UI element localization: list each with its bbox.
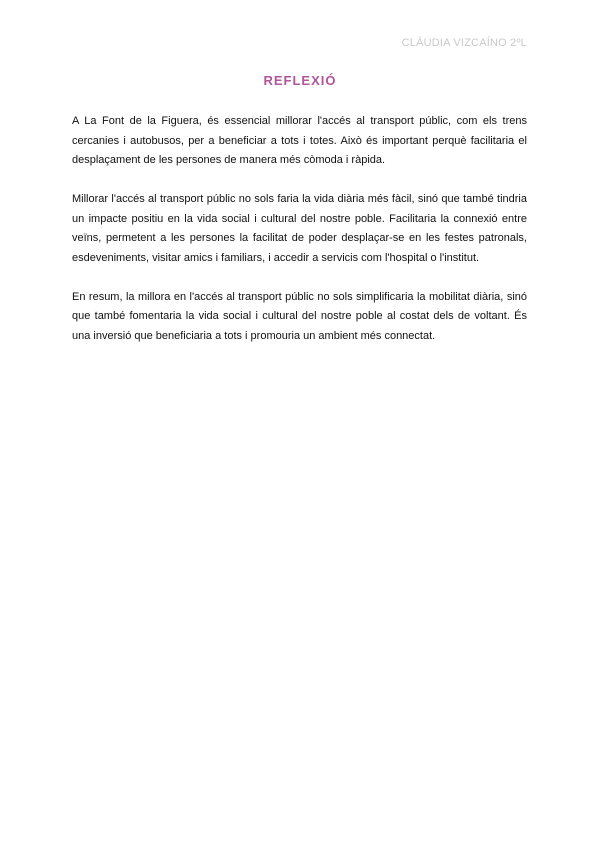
author-header: CLÀUDIA VIZCAÍNO 2ºL xyxy=(401,37,527,49)
paragraph: En resum, la millora en l'accés al transport públic no sols simplificaria la mobilitat diària, sinó que també fomentaria la vida social i cultural del nostre poble al costat dels de voltant. És una inversió que beneficiaria a tots i promouria un ambient més connectat. xyxy=(72,290,527,342)
document-title: REFLEXIÓ xyxy=(263,73,337,88)
document-body xyxy=(72,112,527,366)
paragraph: Millorar l'accés al transport públic no sols faria la vida diària més fàcil, sinó que també tindria un impacte positiu en la vida social i cultural del nostre poble. Facilitaria la connexió entre veïns, permetent a les persones la facilitat de poder desplaçar-se en les festes patronals, esdeveniments, visitar amics i familiars, i accedir a servicis com l'hospital o l'institut. xyxy=(72,193,527,264)
paragraph: A La Font de la Figuera, és essencial millorar l'accés al transport públic, com els trens cercanies i autobusos, per a beneficiar a tots i totes. Això és important perquè facilitaria el desplaçament de les persones de manera més còmoda i ràpida. xyxy=(72,115,527,166)
